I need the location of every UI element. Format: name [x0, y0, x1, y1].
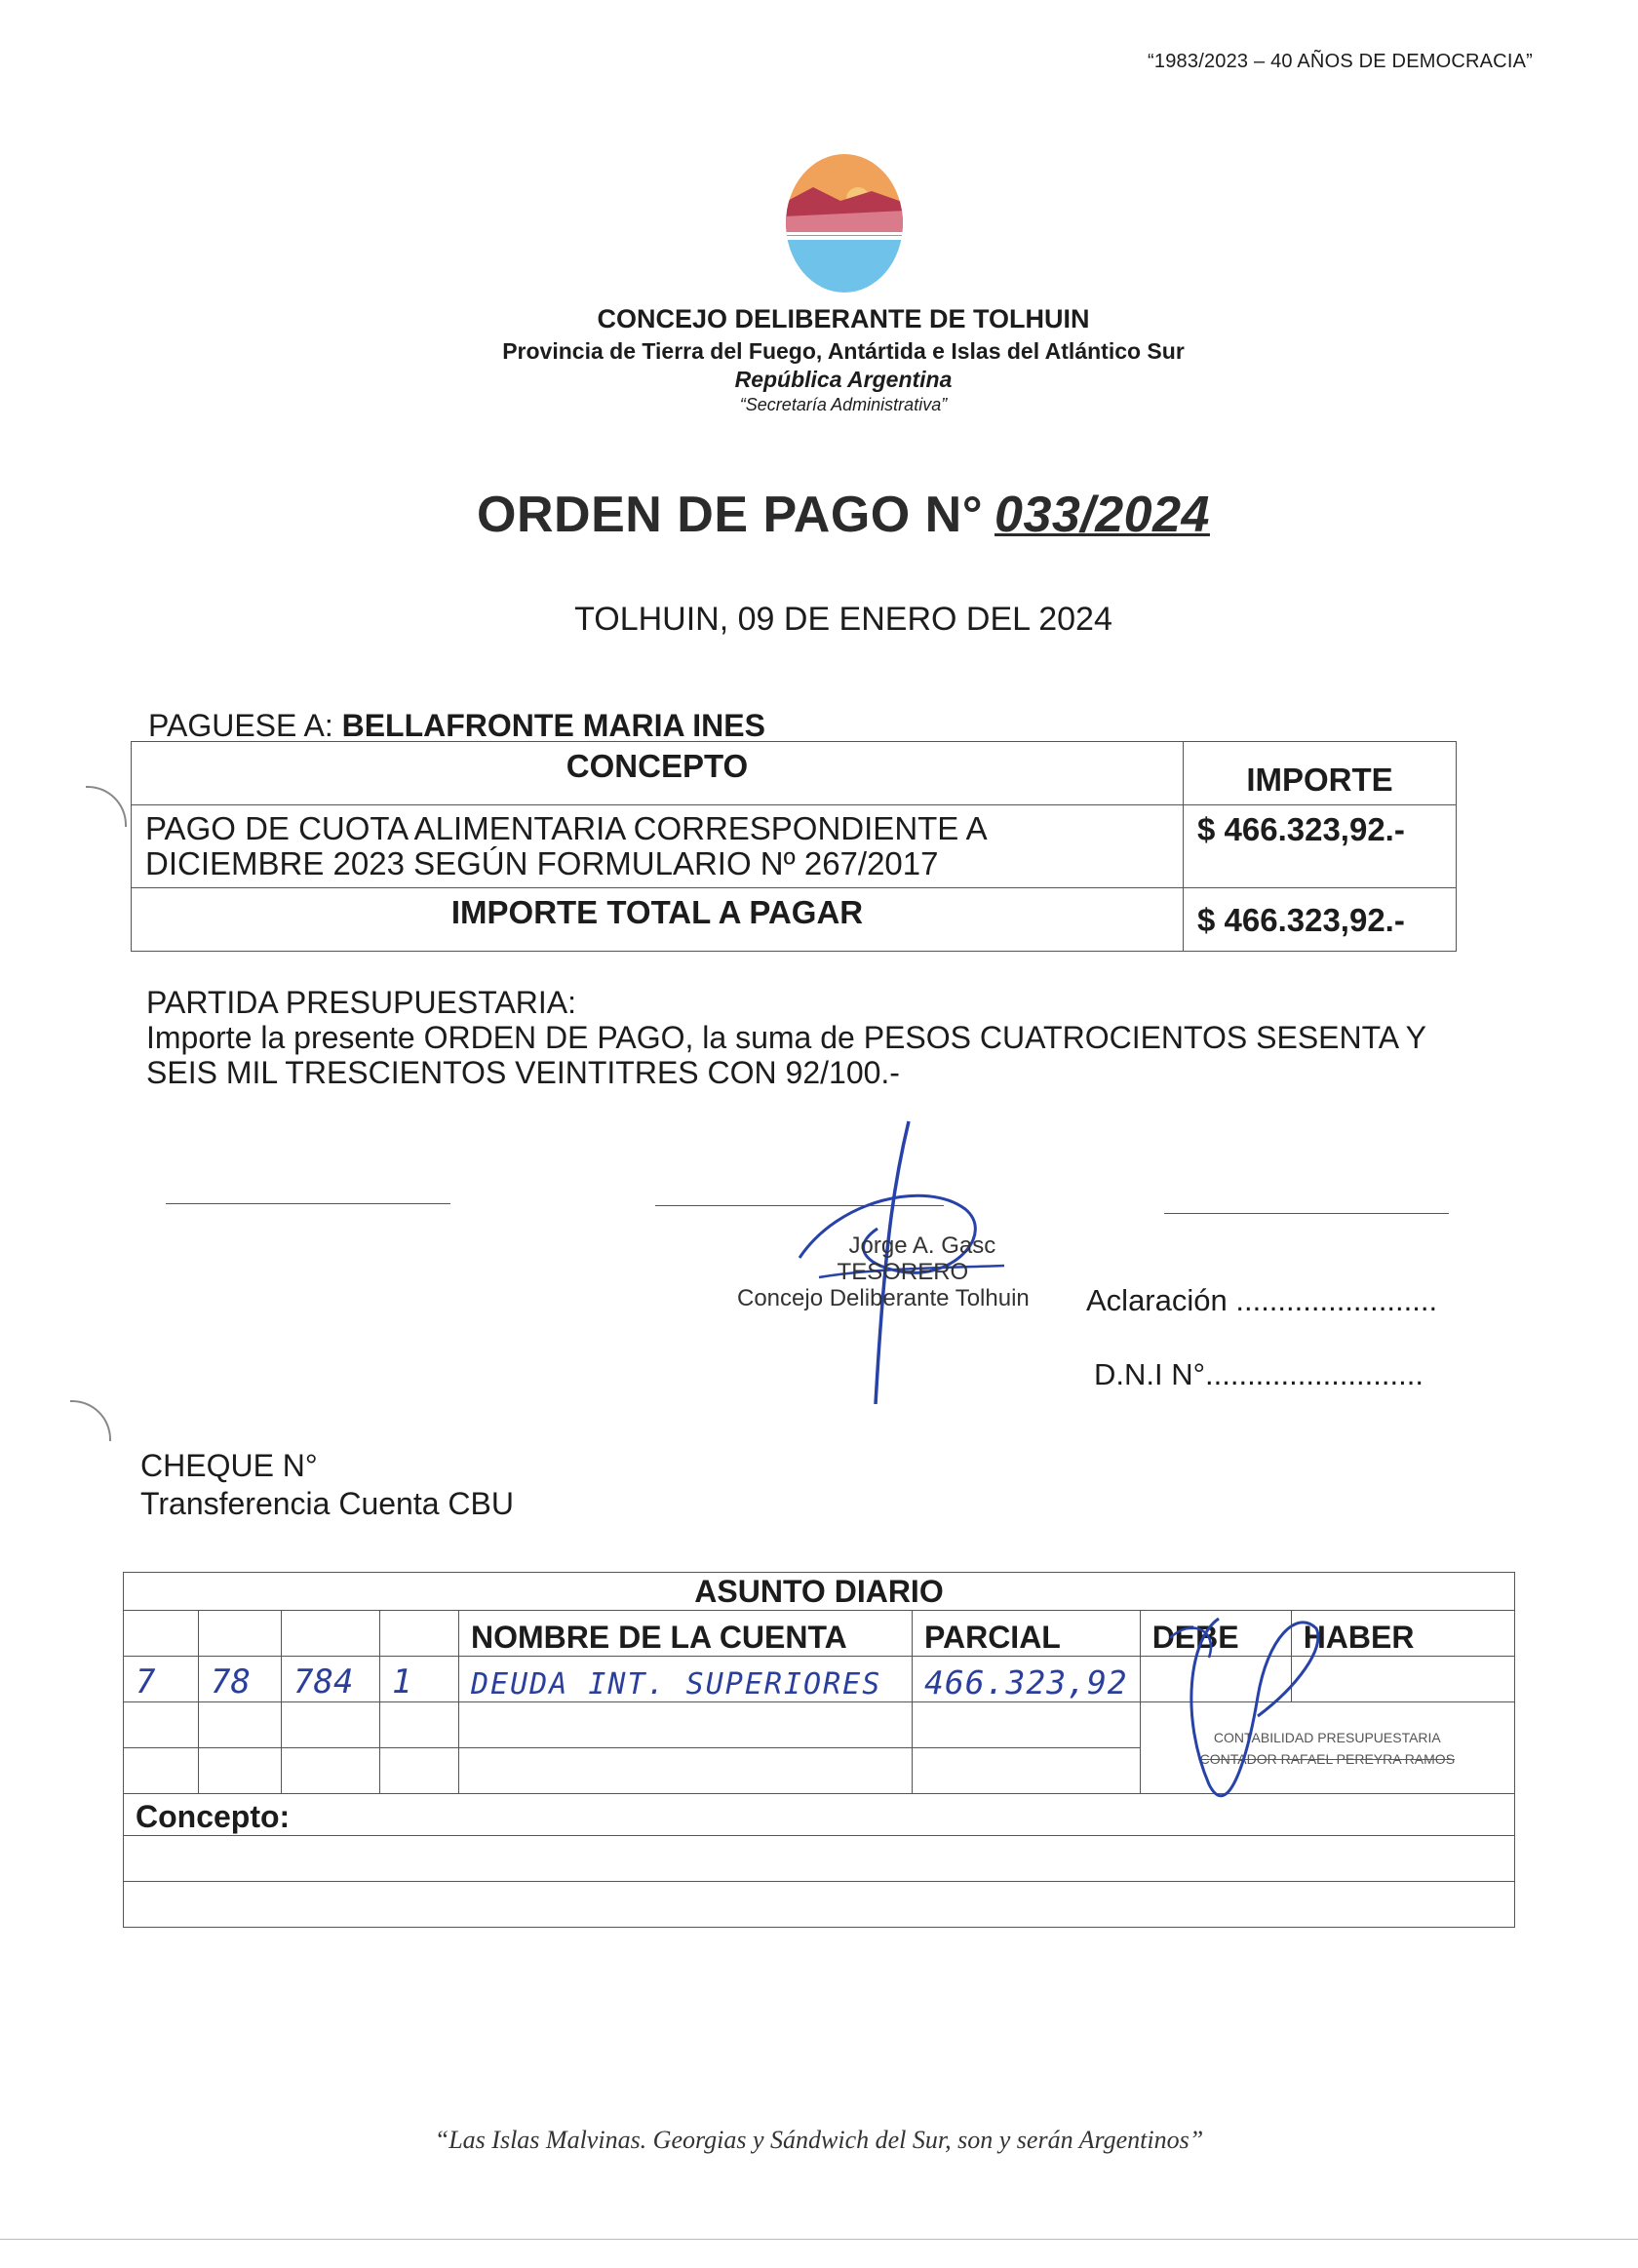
payee-label: PAGUESE A:	[148, 708, 333, 743]
hand-code: 784	[282, 1657, 380, 1702]
clarification-field: Aclaración ........................	[1086, 1283, 1438, 1317]
payee-line	[148, 708, 765, 744]
payment-method	[140, 1447, 514, 1523]
signature-line	[1164, 1213, 1449, 1214]
dni-field: D.N.I N°..........................	[1094, 1357, 1424, 1391]
budget-item-label: PARTIDA PRESUPUESTARIA:	[146, 985, 576, 1020]
footer-slogan: “Las Islas Malvinas. Georgias y Sándwich del Sur, son y serán Argentinos”	[434, 2126, 1204, 2154]
province-name: Provincia de Tierra del Fuego, Antártida e Islas del Atlántico Sur	[502, 338, 1185, 364]
accounting-stamp-line: CONTADOR RAFAEL PEREYRA RAMOS	[1199, 1750, 1456, 1767]
hand-code: 78	[199, 1657, 282, 1702]
account-name-header: NOMBRE DE LA CUENTA	[459, 1611, 913, 1657]
journal-cell	[124, 1611, 199, 1657]
hand-code: 7	[124, 1657, 199, 1702]
stamp-org: Concejo Deliberante Tolhuin	[737, 1285, 1030, 1311]
punch-hole-mark	[70, 1400, 111, 1441]
hand-account-name: DEUDA INT. SUPERIORES	[459, 1657, 913, 1702]
journal-cell	[199, 1611, 282, 1657]
treasurer-stamp	[737, 1232, 1030, 1311]
journal-cell	[913, 1702, 1141, 1748]
order-title: ORDEN DE PAGO N°	[477, 487, 984, 543]
journal-cell	[380, 1611, 459, 1657]
amount-header: IMPORTE	[1184, 742, 1457, 805]
concept-header: CONCEPTO	[132, 742, 1184, 805]
concept-cell	[132, 805, 1184, 888]
journal-cell	[380, 1702, 459, 1748]
journal-cell	[199, 1702, 282, 1748]
payment-table	[131, 741, 1457, 952]
hand-code: 1	[380, 1657, 459, 1702]
department-name: “Secretaría Administrativa”	[739, 395, 948, 414]
credit-header: HABER	[1291, 1611, 1514, 1657]
payee-name: BELLAFRONTE MARIA INES	[341, 708, 765, 743]
amount-in-words-line: Importe la presente ORDEN DE PAGO, la suma de PESOS CUATROCIENTOS SESENTA Y	[146, 1020, 1427, 1055]
journal-cell	[124, 1748, 199, 1794]
journal-cell	[913, 1748, 1141, 1794]
journal-cell	[459, 1748, 913, 1794]
institution-name: CONCEJO DELIBERANTE DE TOLHUIN	[597, 304, 1090, 333]
amount-cell: $ 466.323,92.-	[1184, 805, 1457, 888]
concept-line: DICIEMBRE 2023 SEGÚN FORMULARIO Nº 267/2017	[145, 845, 939, 881]
country-name: República Argentina	[734, 367, 953, 392]
accounting-stamp-line: CONTABILIDAD PRESUPUESTARIA	[1213, 1729, 1441, 1745]
partial-header: PARCIAL	[913, 1611, 1141, 1657]
journal-cell	[199, 1748, 282, 1794]
journal-title: ASUNTO DIARIO	[124, 1573, 1515, 1611]
commemorative-motto: “1983/2023 – 40 AÑOS DE DEMOCRACIA”	[1148, 51, 1533, 72]
order-number: 033/2024	[994, 487, 1210, 543]
hand-partial: 466.323,92	[913, 1657, 1141, 1702]
concept-label: Concepto:	[124, 1794, 1515, 1836]
page-bottom-rule	[0, 2239, 1638, 2240]
journal-cell	[459, 1702, 913, 1748]
debit-header: DEBE	[1140, 1611, 1291, 1657]
journal-cell	[282, 1611, 380, 1657]
stamp-name: Jorge A. Gasc	[848, 1232, 996, 1259]
total-label: IMPORTE TOTAL A PAGAR	[132, 888, 1184, 952]
punch-hole-mark	[86, 786, 127, 827]
journal-cell	[124, 1702, 199, 1748]
concept-row	[124, 1836, 1515, 1882]
concept-row	[124, 1882, 1515, 1928]
place-date: TOLHUIN, 09 DE ENERO DEL 2024	[574, 601, 1112, 638]
page-title	[0, 486, 1638, 544]
transfer-label: Transferencia Cuenta CBU	[140, 1486, 514, 1521]
accountant-signature	[1150, 1599, 1326, 1823]
journal-cell	[282, 1748, 380, 1794]
journal-cell	[282, 1702, 380, 1748]
concept-line: PAGO DE CUOTA ALIMENTARIA CORRESPONDIENTE A	[145, 810, 988, 846]
cheque-label: CHEQUE N°	[140, 1448, 318, 1483]
total-amount: $ 466.323,92.-	[1184, 888, 1457, 952]
stamp-role: TESORERO	[837, 1259, 969, 1285]
journal-cell	[380, 1748, 459, 1794]
institution-logo	[784, 152, 905, 294]
signature-line	[166, 1203, 450, 1204]
budget-item-block	[146, 985, 1531, 1090]
amount-in-words-line: SEIS MIL TRESCIENTOS VEINTITRES CON 92/100.-	[146, 1055, 900, 1090]
